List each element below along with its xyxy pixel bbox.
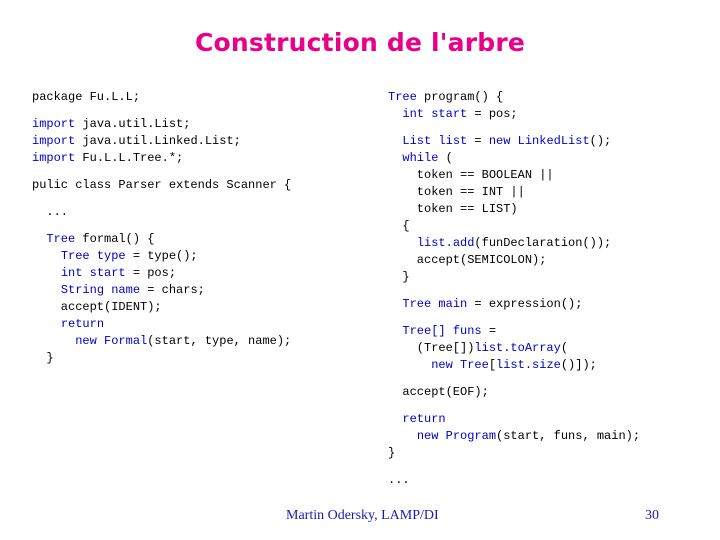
- code-text: [32, 232, 46, 246]
- code-text: (start, type, name);: [147, 334, 292, 348]
- code-keyword: new Program: [416, 429, 497, 443]
- line-gap: [388, 462, 640, 472]
- code-text: token == INT ||: [388, 185, 525, 199]
- code-text: Fu.L.L.Tree.*;: [75, 151, 184, 165]
- code-text: [388, 151, 402, 165]
- code-text: = type();: [125, 249, 198, 263]
- code-keyword: new LinkedList: [488, 134, 590, 148]
- line-gap: [388, 401, 640, 411]
- code-line: [388, 269, 640, 286]
- code-keyword: return: [402, 412, 446, 426]
- code-text: [388, 412, 402, 426]
- code-keyword: Tree main: [402, 297, 468, 311]
- code-line: [32, 248, 291, 265]
- line-gap: [388, 123, 640, 133]
- code-line: [32, 89, 291, 106]
- code-line: [32, 350, 291, 367]
- code-text: ()]);: [560, 358, 597, 372]
- left-code-block: [32, 89, 291, 367]
- code-line: [32, 177, 291, 194]
- code-text: [388, 107, 402, 121]
- line-gap: [388, 313, 640, 323]
- code-text: [: [488, 358, 497, 372]
- code-text: [32, 317, 61, 331]
- code-line: [388, 357, 640, 374]
- code-keyword: import: [32, 117, 76, 131]
- code-line: [388, 384, 640, 401]
- code-line: [388, 296, 640, 313]
- line-gap: [32, 167, 291, 177]
- right-code-block: [388, 89, 640, 489]
- code-text: [388, 134, 402, 148]
- code-line: [388, 411, 640, 428]
- code-text: =: [481, 324, 497, 338]
- code-line: [32, 282, 291, 299]
- code-line: [32, 333, 291, 350]
- code-text: [32, 249, 61, 263]
- code-keyword: new Tree: [431, 358, 489, 372]
- line-gap: [388, 286, 640, 296]
- code-line: [388, 340, 640, 357]
- code-keyword: Tree[] funs: [402, 324, 482, 338]
- code-keyword: int start: [402, 107, 468, 121]
- code-line: [388, 445, 640, 462]
- code-keyword: List list: [402, 134, 468, 148]
- code-text: package Fu.L.L;: [32, 90, 141, 104]
- code-text: [388, 324, 402, 338]
- code-text: =: [467, 134, 489, 148]
- line-gap: [388, 374, 640, 384]
- code-text: [32, 334, 75, 348]
- code-line: [388, 89, 640, 106]
- code-line: [32, 204, 291, 221]
- code-keyword: while: [402, 151, 439, 165]
- line-gap: [32, 194, 291, 204]
- code-text: (: [560, 341, 569, 355]
- code-text: (start, funs, main);: [496, 429, 641, 443]
- code-text: }: [388, 270, 410, 284]
- code-keyword: Tree type: [60, 249, 126, 263]
- code-text: }: [32, 351, 54, 365]
- code-line: [32, 316, 291, 333]
- code-line: [388, 167, 640, 184]
- code-keyword: String name: [60, 283, 141, 297]
- code-text: [32, 266, 61, 280]
- code-line: [32, 265, 291, 282]
- code-text: [388, 236, 417, 250]
- code-line: [32, 231, 291, 248]
- code-text: (: [438, 151, 453, 165]
- code-text: [388, 358, 431, 372]
- code-text: pulic class Parser extends Scanner {: [32, 178, 292, 192]
- code-line: [388, 184, 640, 201]
- code-text: java.util.List;: [75, 117, 191, 131]
- code-text: ...: [32, 205, 69, 219]
- code-text: = pos;: [125, 266, 177, 280]
- code-text: (funDeclaration());: [474, 236, 612, 250]
- code-line: [32, 150, 291, 167]
- code-line: [388, 428, 640, 445]
- code-text: ();: [589, 134, 612, 148]
- code-line: [388, 252, 640, 269]
- code-text: program() {: [416, 90, 504, 104]
- slide-title: Construction de l'arbre: [194, 28, 526, 57]
- code-keyword: list.add: [416, 236, 475, 250]
- code-line: [388, 323, 640, 340]
- code-text: = chars;: [140, 283, 205, 297]
- code-keyword: return: [60, 317, 105, 331]
- footer-author: Martin Odersky, LAMP/DI: [286, 508, 439, 523]
- code-keyword: import: [32, 134, 76, 148]
- code-keyword: list.toArray: [474, 341, 561, 355]
- code-text: accept(EOF);: [388, 385, 489, 399]
- code-keyword: int start: [60, 266, 126, 280]
- code-text: ...: [388, 473, 410, 487]
- line-gap: [32, 106, 291, 116]
- code-line: [32, 116, 291, 133]
- code-text: [388, 429, 417, 443]
- code-line: [388, 106, 640, 123]
- code-text: = pos;: [467, 107, 518, 121]
- code-text: = expression();: [467, 297, 583, 311]
- code-text: [32, 283, 61, 297]
- code-text: token == LIST): [388, 202, 518, 216]
- code-text: accept(IDENT);: [32, 300, 162, 314]
- code-keyword: import: [32, 151, 76, 165]
- line-gap: [32, 221, 291, 231]
- code-line: [388, 235, 640, 252]
- code-line: [388, 133, 640, 150]
- code-keyword: Tree: [46, 232, 76, 246]
- code-line: [32, 133, 291, 150]
- code-line: [32, 299, 291, 316]
- code-text: accept(SEMICOLON);: [388, 253, 547, 267]
- code-text: token == BOOLEAN ||: [388, 168, 554, 182]
- code-text: java.util.Linked.List;: [75, 134, 241, 148]
- code-line: [388, 472, 640, 489]
- code-keyword: list.size: [496, 358, 561, 372]
- code-line: [388, 150, 640, 167]
- code-keyword: new Formal: [75, 334, 148, 348]
- code-text: [388, 297, 402, 311]
- code-keyword: Tree: [388, 90, 417, 104]
- code-text: }: [388, 446, 396, 460]
- code-text: (Tree[]): [388, 341, 475, 355]
- code-text: {: [388, 219, 410, 233]
- page-number: 30: [645, 508, 659, 523]
- code-text: formal() {: [75, 232, 155, 246]
- code-line: [388, 201, 640, 218]
- code-line: [388, 218, 640, 235]
